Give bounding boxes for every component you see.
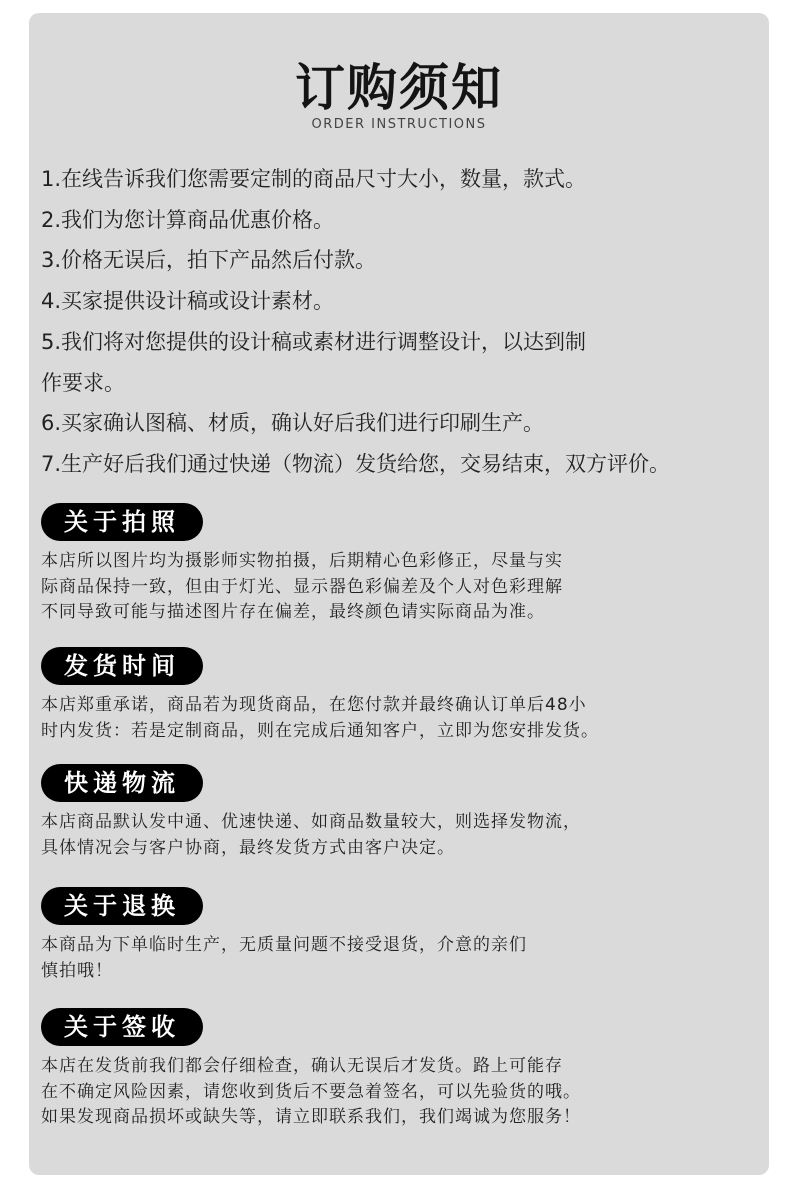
order-step: 7.生产好后我们通过快递（物流）发货给您，交易结束，双方评价。 (41, 451, 671, 476)
section-body (41, 1054, 757, 1131)
section-line: 在不确定风险因素，请您收到货后不要急着签名，可以先验货的哦。 (41, 1081, 581, 1102)
section-line: 本店在发货前我们都会仔细检查，确认无误后才发货。路上可能存 (41, 1056, 563, 1076)
section-body (41, 933, 757, 984)
order-instructions-card (29, 13, 769, 1175)
section-line: 如果发现商品损坏或缺失等，请立即联系我们，我们竭诚为您服务！ (41, 1107, 581, 1127)
section-returns (41, 887, 757, 984)
section-photography (41, 503, 757, 626)
section-heading-badge: 关于退换 (41, 887, 203, 925)
section-heading-badge: 关于签收 (41, 1008, 203, 1046)
section-line: 不同导致可能与描述图片存在偏差，最终颜色请实际商品为准。 (41, 602, 545, 622)
page-subtitle: ORDER INSTRUCTIONS (311, 117, 487, 132)
section-body (41, 549, 757, 626)
order-step: 1.在线告诉我们您需要定制的商品尺寸大小，数量，款式。 (41, 167, 587, 191)
page-title: 订购须知 (295, 59, 503, 117)
section-heading-badge: 发货时间 (41, 647, 203, 685)
section-heading-badge: 快递物流 (41, 764, 203, 802)
order-step: 2.我们为您计算商品优惠价格。 (41, 207, 335, 232)
section-line: 本店商品默认发中通、优速快递、如商品数量较大，则选择发物流， (41, 812, 581, 832)
order-step: 3.价格无误后，拍下产品然后付款。 (41, 248, 377, 273)
order-step: 6.买家确认图稿、材质，确认好后我们进行印刷生产。 (41, 411, 545, 436)
section-delivery-receipt (41, 1008, 757, 1131)
order-step: 4.买家提供设计稿或设计素材。 (41, 289, 335, 314)
section-shipping-time (41, 647, 757, 744)
section-heading-badge: 关于拍照 (41, 503, 203, 541)
order-step-continuation: 作要求。 (41, 370, 125, 395)
section-body (41, 693, 757, 744)
order-step: 5.我们将对您提供的设计稿或素材进行调整设计，以达到制 (41, 329, 587, 354)
section-line: 本商品为下单临时生产，无质量问题不接受退货，介意的亲们 (41, 935, 527, 955)
section-line: 际商品保持一致，但由于灯光、显示器色彩偏差及个人对色彩理解 (41, 576, 563, 597)
section-courier-logistics (41, 764, 757, 861)
section-line: 时内发货：若是定制商品，则在完成后通知客户，立即为您安排发货。 (41, 720, 599, 741)
section-line: 本店所以图片均为摄影师实物拍摄，后期精心色彩修正，尽量与实 (41, 551, 563, 571)
section-line: 慎拍哦！ (41, 960, 113, 981)
order-steps-list (41, 159, 769, 485)
section-line: 具体情况会与客户协商，最终发货方式由客户决定。 (41, 837, 455, 858)
section-body (41, 810, 757, 861)
section-line: 本店郑重承诺，商品若为现货商品，在您付款并最终确认订单后48小 (41, 695, 587, 715)
